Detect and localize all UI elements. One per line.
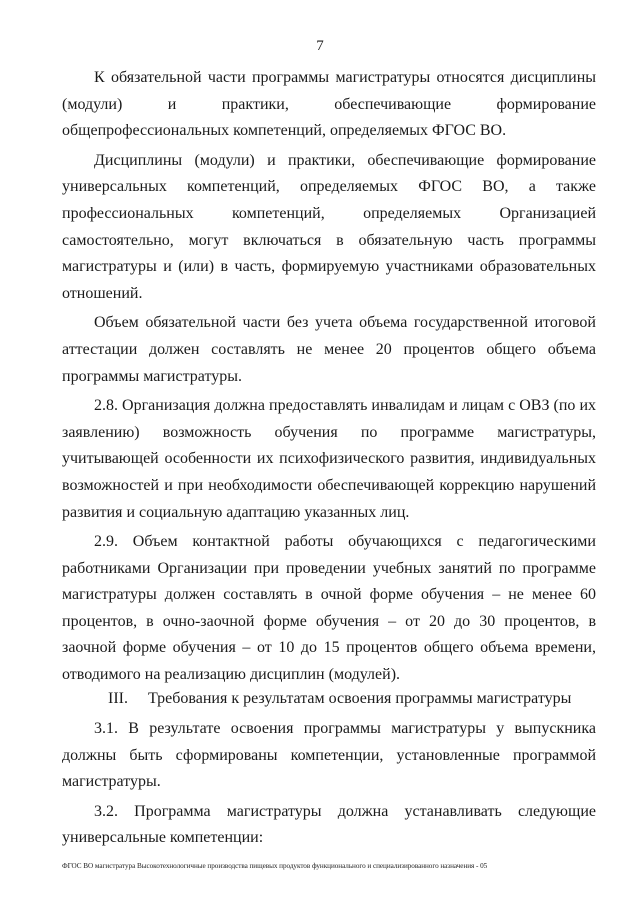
section-number: III. [108,690,128,707]
section-title: Требования к результатам освоения программы магистратуры [148,690,572,707]
paragraph-mandatory-volume: Объем обязательной части без учета объема государственной итоговой аттестации должен составлять не менее 20 процентов общего объема программы магистратуры. [62,314,596,385]
paragraph-3-1: 3.1. В результате освоения программы магистратуры у выпускника должны быть сформированы компетенции, установленные программой магистратуры. [62,720,596,791]
page-number: 7 [316,38,324,54]
paragraph-2-8: 2.8. Организация должна предоставлять инвалидам и лицам с ОВЗ (по их заявлению) возможность обучения по программе магистратуры, учитывающей особенности их психофизического развития, индивидуальных возможностей и при необходимости обеспечивающей коррекцию нарушений развития и социальную адаптацию указанных лиц. [62,397,596,521]
document-body [62,65,596,692]
section-body [62,716,596,855]
paragraph-mandatory-part: К обязательной части программы магистратуры относятся дисциплины (модули) и практики, обеспечивающие формирование общепрофессиональных компетенций, определяемых ФГОС ВО. [62,69,596,140]
page-footer: ФГОС ВО магистратура Высокотехнологичные производства пищевых продуктов функционального и специализированного назначения - 05 [62,862,488,870]
paragraph-2-9: 2.9. Объем контактной работы обучающихся с педагогическими работниками Организации при проведении учебных занятий по программе магистратуры должен составлять в очной форме обучения – не менее 60 процентов, в очно-заочной форме обучения – от 20 до 30 процентов, в заочной форме обучения – от 10 до 15 процентов общего объема времени, отводимого на реализацию дисциплин (модулей). [62,533,596,684]
paragraph-3-2: 3.2. Программа магистратуры должна устанавливать следующие универсальные компетенции: [62,802,596,847]
paragraph-universal-competencies: Дисциплины (модули) и практики, обеспечивающие формирование универсальных компетенций, определяемых ФГОС ВО, а также профессиональных компетенций, определяемых Организацией самостоятельно, могут включаться в обязательную часть программы магистратуры и (или) в часть, формируемую участниками образовательных отношений. [62,151,596,302]
